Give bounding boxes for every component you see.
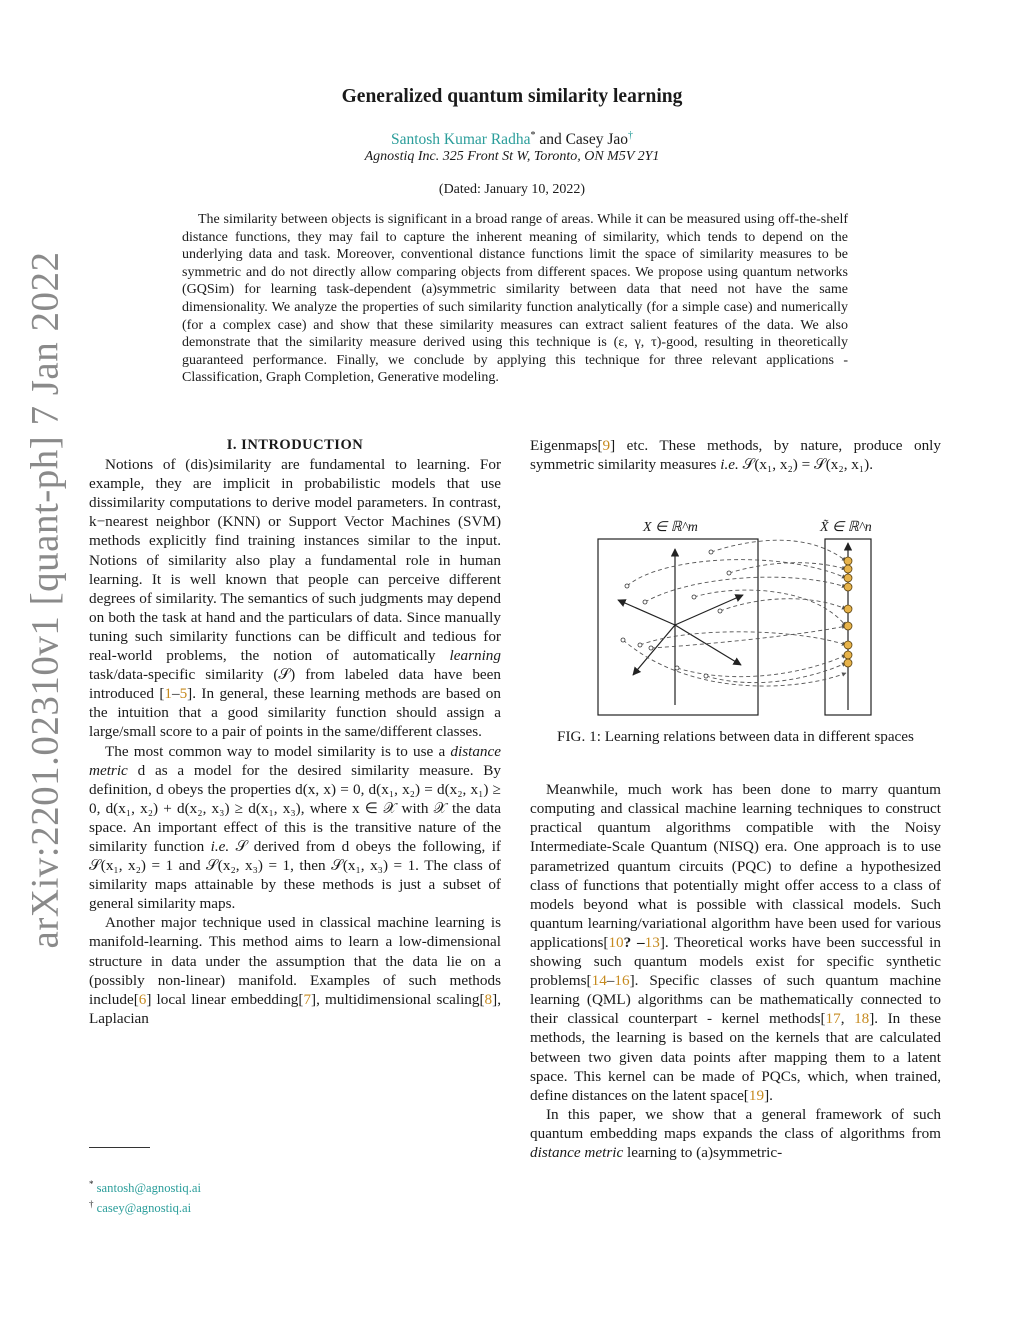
paper-title: Generalized quantum similarity learning bbox=[341, 86, 683, 107]
citation-link[interactable]: 6 bbox=[138, 990, 147, 1008]
left-axes bbox=[618, 549, 743, 705]
paragraph: Another major technique used in classical machine learning is manifold-learning. This method aims to learn a low-dimensional structure in data under the assumption that the data lie on a (possibly non-linear) manifold. Examples of such methods include[6] local linear embedding[7], multidimensional scaling[8], Laplacian bbox=[89, 914, 501, 1027]
author-mark-2[interactable]: † bbox=[628, 130, 634, 141]
citation-link[interactable]: 18 bbox=[854, 1010, 870, 1028]
author-mark-1: * bbox=[530, 130, 536, 141]
figure-label-xtilde: X̃ ∈ ℝ^n bbox=[820, 520, 872, 535]
paragraph: Notions of (dis)similarity are fundamental to learning. For example, they are implicit in probabilistic models that use dissimilarity computations to derive model parameters. In contrast, k−nearest neighbor (KNN) or Support Vector Machines (SVM) methods explicitly find training instances similar to the input. Notions of similarity also play a fundamental role in human learning. It is well known that people can perceive different degrees of similarity. The semantics of such judgments may depend on both the task at hand and the particulars of data. Since manually tuning such similarity functions can be difficult and tedious for real-world problems, the notion of automatically learning task/data-specific similarity (𝒮) from labeled data have been introduced [1–5]. In general, these learning methods are based on the intuition that a good similarity function should assign a large/small score to a pair of points in the same/different classes. bbox=[89, 456, 501, 741]
email-link-casey[interactable]: casey@agnostiq.ai bbox=[96, 1201, 192, 1216]
citation-link[interactable]: 7 bbox=[303, 990, 312, 1008]
citation-link[interactable]: 19 bbox=[748, 1086, 765, 1104]
citation-link[interactable]: 1 bbox=[164, 685, 172, 703]
citation-link[interactable]: 9 bbox=[602, 437, 611, 454]
footnote-rule bbox=[89, 1147, 150, 1148]
figure-label-x: X ∈ ℝ^m bbox=[643, 520, 698, 535]
left-column bbox=[89, 436, 501, 1028]
citation-link[interactable]: 5 bbox=[179, 685, 188, 703]
arxiv-identifier[interactable]: arXiv:2201.02310v1 [quant-ph] 7 Jan 2022 bbox=[23, 251, 67, 949]
author-jao: Casey Jao bbox=[565, 131, 629, 149]
citation-link[interactable]: 16 bbox=[614, 972, 630, 990]
paragraph: Eigenmaps[9] etc. These methods, by nature, produce only symmetric similarity measures i.e. 𝒮(x₁, x₂) = 𝒮(x₂, x₁). bbox=[530, 437, 941, 474]
abstract: The similarity between objects is significant in a broad range of areas. While it can be measured using off-the-shelf distance functions, they may fail to capture the inherent meaning of similarity, which tends to depend on the underlying data and task. Moreover, conventional distance functions limit the space of similarity measures to be symmetric and do not directly allow comparing objects from different spaces. We propose using quantum networks (GQSim) for learning task-dependent (a)symmetric similarity between data that need not have the same dimensionality. We analyze the properties of such similarity function analytically (for a simple case) and numerically (for a complex case) and show that these similarity measures can extract salient features of the data. We also demonstrate that the similarity measure derived using this technique is (ε, γ, τ)-good, resulting in theoretically guaranteed performance. Finally, we conclude by applying this technique for three relevant applications - Classification, Graph Completion, Generative modeling. bbox=[182, 212, 848, 386]
figure-caption: FIG. 1: Learning relations between data in different spaces bbox=[557, 728, 914, 745]
author-joiner: and bbox=[535, 131, 566, 149]
section-heading: I. INTRODUCTION bbox=[226, 437, 364, 453]
paragraph: In this paper, we show that a general framework of such quantum embedding maps expands the class of algorithms from distance metric learning to (a)symmetric- bbox=[530, 1105, 941, 1161]
paragraph: Meanwhile, much work has been done to marry quantum computing and classical machine learning techniques to construct practical quantum algorithms compatible with the Noisy Intermediate-Scale Quantum (NISQ) era. One approach is to use parametrized quantum circuits (PQC) to define a hypothesized class of functions that potentially might offer access to a class of models beyond what is possible with classical models. Such quantum learning/variational algorithm have been used for various applications[10? –13]. Theoretical works have been successful in showing such quantum models exist for specific synthetic problems[14–16]. Specific classes of such quantum machine learning (QML) algorithms can be mathematically connected to their classical counterpart - kernel methods[17, 18]. In these methods, the learning is based on the kernels that are calculated between two given data points after mapping them to a latent space. This kernel can be made of PQCs, which, when trained, define distances on the latent space[19]. bbox=[530, 781, 941, 1104]
citation-link[interactable]: 13 bbox=[644, 933, 660, 951]
mapping-curves bbox=[623, 540, 846, 686]
citation-link[interactable]: 8 bbox=[484, 990, 493, 1008]
citation-link[interactable]: 10 bbox=[608, 933, 624, 951]
citation-link[interactable]: 17 bbox=[825, 1010, 841, 1028]
date-line: (Dated: January 10, 2022) bbox=[438, 182, 586, 197]
figure-1-diagram bbox=[593, 515, 883, 720]
footnote-2: † casey@agnostiq.ai bbox=[89, 1199, 192, 1216]
author-line bbox=[0, 130, 1024, 149]
citation-link[interactable]: 14 bbox=[591, 972, 607, 990]
paragraph: The most common way to model similarity is to use a distance metric d as a model for the desired similarity measure. By definition, d obeys the properties d(x, x) = 0, d(x₁, x₂) = d(x₂, x₁) ≥ 0, d(x₁, x₂) + d(x₂, x₃) ≥ d(x₁, x₃), where x ∈ 𝒳 with 𝒳 the data space. An important effect of this is the transitive nature of the similarity function i.e. 𝒮 derived from d obeys the following, if 𝒮(x₁, x₂) = 1 and 𝒮(x₂, x₃) = 1, then 𝒮(x₁, x₃) = 1. The class of similarity maps attainable by these methods is just a subset of general similarity maps. bbox=[89, 742, 501, 913]
affiliation: Agnostiq Inc. 325 Front St W, Toronto, ON M5V 2Y1 bbox=[364, 149, 660, 164]
email-link-santosh[interactable]: santosh@agnostiq.ai bbox=[96, 1181, 201, 1196]
footnotes bbox=[89, 1176, 201, 1216]
footnote-1: * santosh@agnostiq.ai bbox=[89, 1179, 201, 1196]
source-points bbox=[621, 550, 731, 678]
author-link-radha[interactable]: Santosh Kumar Radha bbox=[390, 131, 531, 149]
arxiv-stamp bbox=[15, 200, 75, 1000]
